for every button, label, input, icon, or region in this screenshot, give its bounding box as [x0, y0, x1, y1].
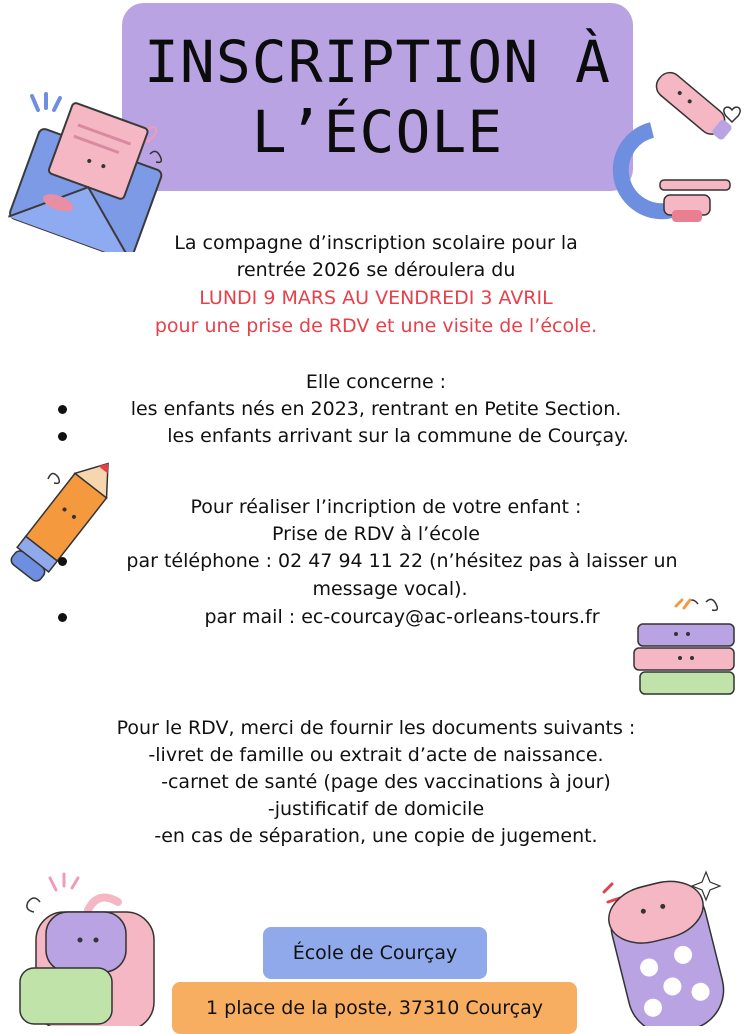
phone-line-2: message vocal).: [312, 578, 468, 600]
documents-item-1: -livret de famille ou extrait d’acte de naissance.: [148, 744, 604, 766]
microscope-icon: [612, 70, 752, 230]
intro-line-2: rentrée 2026 se déroulera du: [236, 259, 516, 281]
envelope-icon: [0, 92, 175, 252]
backpack-icon: [0, 872, 165, 1026]
documents-heading: Pour le RDV, merci de fournir les documents suivants :: [116, 717, 636, 739]
pencil-case-icon: [590, 862, 752, 1026]
documents-item-2: -carnet de santé (page des vaccinations à jour): [161, 771, 611, 793]
concern-item-1: les enfants nés en 2023, rentrant en Petite Section.: [130, 398, 622, 420]
mail-line: par mail : ec-courcay@ac-orleans-tours.fr: [204, 606, 600, 628]
school-name-badge: École de Courçay: [263, 927, 487, 979]
address-badge: 1 place de la poste, 37310 Courçay: [172, 982, 577, 1034]
concern-heading: Elle concerne :: [305, 371, 447, 393]
registration-heading: Pour réaliser l’incription de votre enfant :: [190, 496, 582, 518]
page-title-line-2: L’ÉCOLE: [251, 98, 504, 166]
title-box: [122, 3, 633, 191]
intro-dates: LUNDI 9 MARS AU VENDREDI 3 AVRIL: [199, 287, 553, 309]
registration-subheading: Prise de RDV à l’école: [272, 523, 480, 545]
intro-purpose: pour une prise de RDV et une visite de l’école.: [154, 315, 598, 337]
intro-line-1: La compagne d’inscription scolaire pour la: [174, 232, 578, 254]
documents-item-3: -justificatif de domicile: [267, 798, 485, 820]
documents-item-4: -en cas de séparation, une copie de jugement.: [154, 825, 598, 847]
books-icon: [626, 596, 750, 706]
concern-item-2: les enfants arrivant sur la commune de Courçay.: [167, 425, 629, 447]
phone-line-1: par téléphone : 02 47 94 11 22 (n’hésitez pas à laisser un: [126, 550, 678, 572]
page-title-line-1: INSCRIPTION À: [144, 28, 611, 96]
